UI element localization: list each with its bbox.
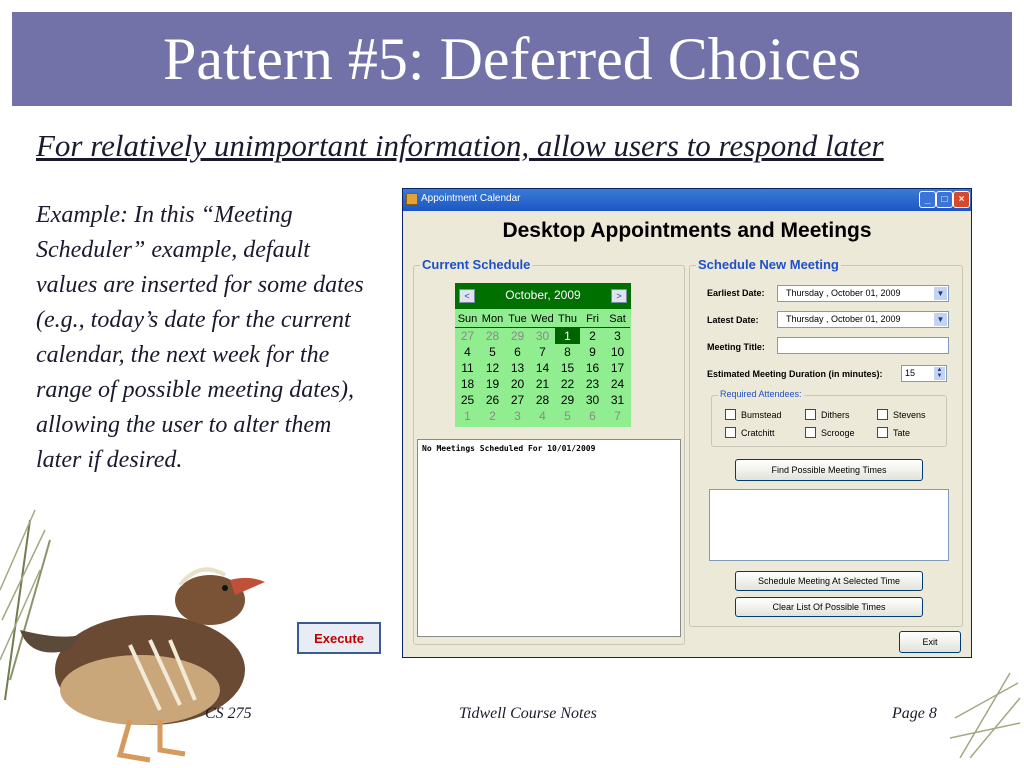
plant-right-illustration — [950, 668, 1024, 758]
clear-list-button[interactable]: Clear List Of Possible Times — [735, 597, 923, 617]
schedule-status-text: No Meetings Scheduled For 10/01/2009 — [422, 444, 596, 453]
calendar-day[interactable]: 22 — [560, 377, 575, 391]
calendar-day[interactable]: 13 — [510, 361, 525, 375]
find-meeting-times-button[interactable]: Find Possible Meeting Times — [735, 459, 923, 481]
duration-stepper[interactable] — [901, 365, 947, 382]
calendar-weekday: Fri — [580, 311, 605, 328]
calendar-day[interactable]: 19 — [485, 377, 500, 391]
calendar-day[interactable]: 5 — [564, 409, 571, 423]
calendar-day[interactable]: 14 — [535, 361, 550, 375]
calendar-day[interactable]: 3 — [514, 409, 521, 423]
calendar-day[interactable]: 30 — [535, 329, 550, 343]
attendee-checkbox-bumstead[interactable] — [725, 409, 782, 420]
meeting-title-input[interactable] — [777, 337, 949, 354]
attendee-checkbox-cratchitt[interactable] — [725, 427, 775, 438]
calendar-day[interactable]: 29 — [560, 393, 575, 407]
calendar-day[interactable]: 1 — [555, 328, 580, 344]
calendar-day[interactable]: 2 — [489, 409, 496, 423]
schedule-list[interactable] — [417, 439, 681, 637]
calendar-day[interactable]: 27 — [460, 329, 475, 343]
calendar-day[interactable]: 24 — [610, 377, 625, 391]
slide-subtitle: For relatively unimportant information, allow users to respond later — [36, 128, 884, 163]
footer-course: CS 275 — [205, 705, 252, 722]
window-title-bar[interactable] — [403, 189, 971, 211]
footer-notes: Tidwell Course Notes — [459, 705, 597, 722]
minimize-button[interactable]: _ — [919, 191, 936, 208]
earliest-date-label: Earliest Date: — [707, 288, 765, 298]
example-text: Example: In this “Meeting Scheduler” example, default values are inserted for some dates (e.g., today’s date for the current calendar, the next week for the range of possible meeting dates), allowing the user to alter them later if desired. — [36, 202, 364, 473]
calendar-weekday: Wed — [530, 311, 555, 328]
calendar-day[interactable]: 4 — [464, 345, 471, 359]
attendee-label: Stevens — [893, 409, 926, 420]
execute-button[interactable] — [297, 622, 381, 654]
calendar-day[interactable]: 2 — [589, 329, 596, 343]
calendar-day[interactable]: 7 — [614, 409, 621, 423]
calendar-day[interactable]: 30 — [585, 393, 600, 407]
calendar-month: October, 2009 — [505, 288, 581, 302]
calendar-prev-button[interactable]: < — [459, 289, 475, 303]
calendar-day[interactable]: 6 — [589, 409, 596, 423]
duck-illustration — [10, 540, 270, 765]
calendar-day[interactable]: 25 — [460, 393, 475, 407]
attendee-checkbox-stevens[interactable] — [877, 409, 926, 420]
latest-date-value: Thursday , October 01, 2009 — [786, 314, 901, 324]
appointment-calendar-window — [402, 188, 972, 658]
attendee-label: Dithers — [821, 409, 850, 420]
calendar-day[interactable]: 18 — [460, 377, 475, 391]
calendar-day[interactable]: 10 — [610, 345, 625, 359]
meeting-title-label: Meeting Title: — [707, 342, 765, 352]
attendee-checkbox-scrooge[interactable] — [805, 427, 855, 438]
chevron-down-icon[interactable]: ▼ — [934, 313, 947, 326]
calendar-next-button[interactable]: > — [611, 289, 627, 303]
checkbox-box[interactable] — [805, 427, 816, 438]
calendar-day[interactable]: 23 — [585, 377, 600, 391]
attendee-label: Tate — [893, 427, 911, 438]
current-schedule-label: Current Schedule — [422, 257, 531, 272]
duration-value: 15 — [905, 368, 916, 378]
calendar-day[interactable]: 28 — [535, 393, 550, 407]
calendar-header — [455, 283, 631, 309]
calendar-day[interactable]: 16 — [585, 361, 600, 375]
calendar-day[interactable]: 1 — [464, 409, 471, 423]
calendar-weekday: Tue — [505, 311, 530, 328]
required-attendees-group — [711, 389, 947, 447]
calendar-day[interactable]: 7 — [539, 345, 546, 359]
calendar-day[interactable]: 28 — [485, 329, 500, 343]
earliest-date-value: Thursday , October 01, 2009 — [786, 288, 901, 298]
calendar-day[interactable]: 31 — [610, 393, 625, 407]
earliest-date-picker[interactable] — [777, 285, 949, 302]
chevron-down-icon[interactable]: ▼ — [934, 287, 947, 300]
calendar-day[interactable]: 9 — [589, 345, 596, 359]
calendar-day[interactable]: 21 — [535, 377, 550, 391]
latest-date-label: Latest Date: — [707, 315, 759, 325]
calendar-day[interactable]: 20 — [510, 377, 525, 391]
month-calendar[interactable] — [455, 283, 631, 427]
attendee-label: Bumstead — [741, 409, 782, 420]
app-icon — [406, 193, 418, 205]
attendee-checkbox-dithers[interactable] — [805, 409, 850, 420]
calendar-weekday: Sun — [455, 311, 480, 328]
calendar-weekday: Sat — [605, 311, 630, 328]
checkbox-box[interactable] — [725, 427, 736, 438]
calendar-day[interactable]: 4 — [539, 409, 546, 423]
attendee-checkbox-tate[interactable] — [877, 427, 910, 438]
calendar-day[interactable]: 12 — [485, 361, 500, 375]
spin-arrows-icon[interactable]: ▲ ▼ — [934, 367, 945, 380]
checkbox-box[interactable] — [877, 427, 888, 438]
calendar-day[interactable]: 5 — [489, 345, 496, 359]
calendar-weekday: Mon — [480, 311, 505, 328]
possible-times-list[interactable] — [709, 489, 949, 561]
calendar-grid — [455, 311, 631, 424]
footer-page: Page 8 — [892, 705, 937, 722]
maximize-button[interactable]: □ — [936, 191, 953, 208]
close-button[interactable]: × — [953, 191, 970, 208]
attendee-label: Scrooge — [821, 427, 855, 438]
slide-title: Pattern #5: Deferred Choices — [162, 26, 862, 92]
calendar-day[interactable]: 8 — [564, 345, 571, 359]
app-heading: Desktop Appointments and Meetings — [502, 219, 872, 242]
latest-date-picker[interactable] — [777, 311, 949, 328]
schedule-new-meeting-label: Schedule New Meeting — [698, 257, 839, 272]
schedule-meeting-button[interactable]: Schedule Meeting At Selected Time — [735, 571, 923, 591]
calendar-day[interactable]: 17 — [610, 361, 625, 375]
calendar-day[interactable]: 3 — [614, 329, 621, 343]
calendar-day[interactable]: 27 — [510, 393, 525, 407]
execute-button-label: Execute — [314, 630, 364, 646]
checkbox-box[interactable] — [725, 409, 736, 420]
attendee-label: Cratchitt — [741, 427, 775, 438]
checkbox-box[interactable] — [877, 409, 888, 420]
calendar-day[interactable]: 11 — [461, 361, 474, 375]
calendar-day[interactable]: 29 — [510, 329, 525, 343]
checkbox-box[interactable] — [805, 409, 816, 420]
calendar-day[interactable]: 15 — [560, 361, 575, 375]
calendar-weekday: Thu — [555, 311, 580, 328]
slide-title-bar — [12, 12, 1012, 106]
window-title: Appointment Calendar — [421, 193, 521, 204]
duration-label: Estimated Meeting Duration (in minutes): — [707, 369, 883, 379]
exit-button[interactable]: Exit — [899, 631, 961, 653]
calendar-day[interactable]: 6 — [514, 345, 521, 359]
calendar-day[interactable]: 26 — [485, 393, 500, 407]
required-attendees-label: Required Attendees: — [720, 389, 802, 399]
